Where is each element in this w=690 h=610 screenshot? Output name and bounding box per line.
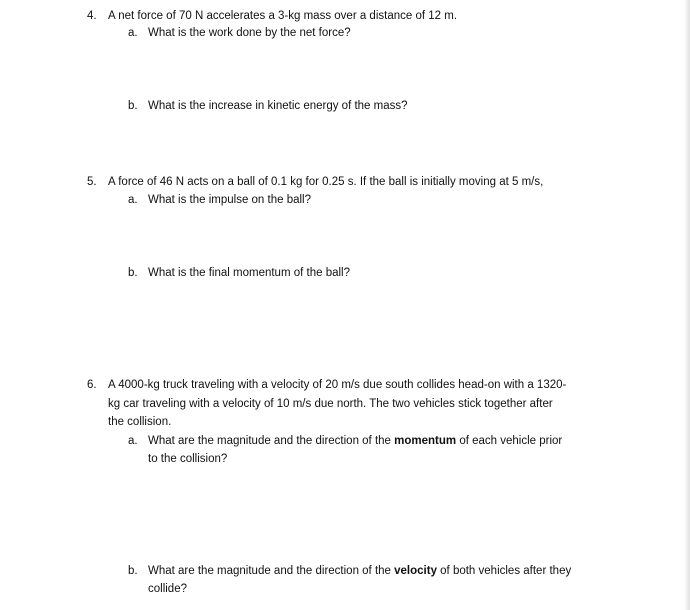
part-text: What is the final momentum of the ball? [148,267,350,279]
part-label: a. [128,27,138,39]
part-text-continuation: collide? [148,583,187,595]
part-label: b. [128,267,138,279]
part-label: b. [128,565,138,577]
page-edge-shadow [684,0,690,610]
part-label: a. [128,435,138,447]
part-text-post: of each vehicle prior [456,435,563,447]
question-text: A net force of 70 N accelerates a 3-kg mass over a distance of 12 m. [108,10,458,22]
part-text-pre: What are the magnitude and the direction of the [148,435,395,447]
question-text-line: the collision. [108,416,172,428]
question-number: 4. [87,10,97,22]
question-number: 6. [87,379,97,391]
part-text-emphasis: velocity [394,565,437,577]
part-label: b. [128,100,138,112]
part-text: What is the increase in kinetic energy of the mass? [148,100,408,112]
question-text: A force of 46 N acts on a ball of 0.1 kg for 0.25 s. If the ball is initially moving at 5 m/s, [108,176,544,188]
part-text-pre: What are the magnitude and the direction of the [148,565,395,577]
part-text: What is the work done by the net force? [148,27,351,39]
question-text-line: A 4000-kg truck traveling with a velocity of 20 m/s due south collides head-on with a 1320- [108,379,567,391]
part-text-emphasis: momentum [394,435,457,447]
question-number: 5. [87,176,97,188]
question-text-line: kg car traveling with a velocity of 10 m/s due north. The two vehicles stick together after [108,398,553,410]
part-text-continuation: to the collision? [148,453,228,465]
part-label: a. [128,194,138,206]
part-text [148,562,571,580]
part-text-post: of both vehicles after they [436,565,572,577]
part-text: What is the impulse on the ball? [148,194,312,206]
part-text [148,432,562,450]
